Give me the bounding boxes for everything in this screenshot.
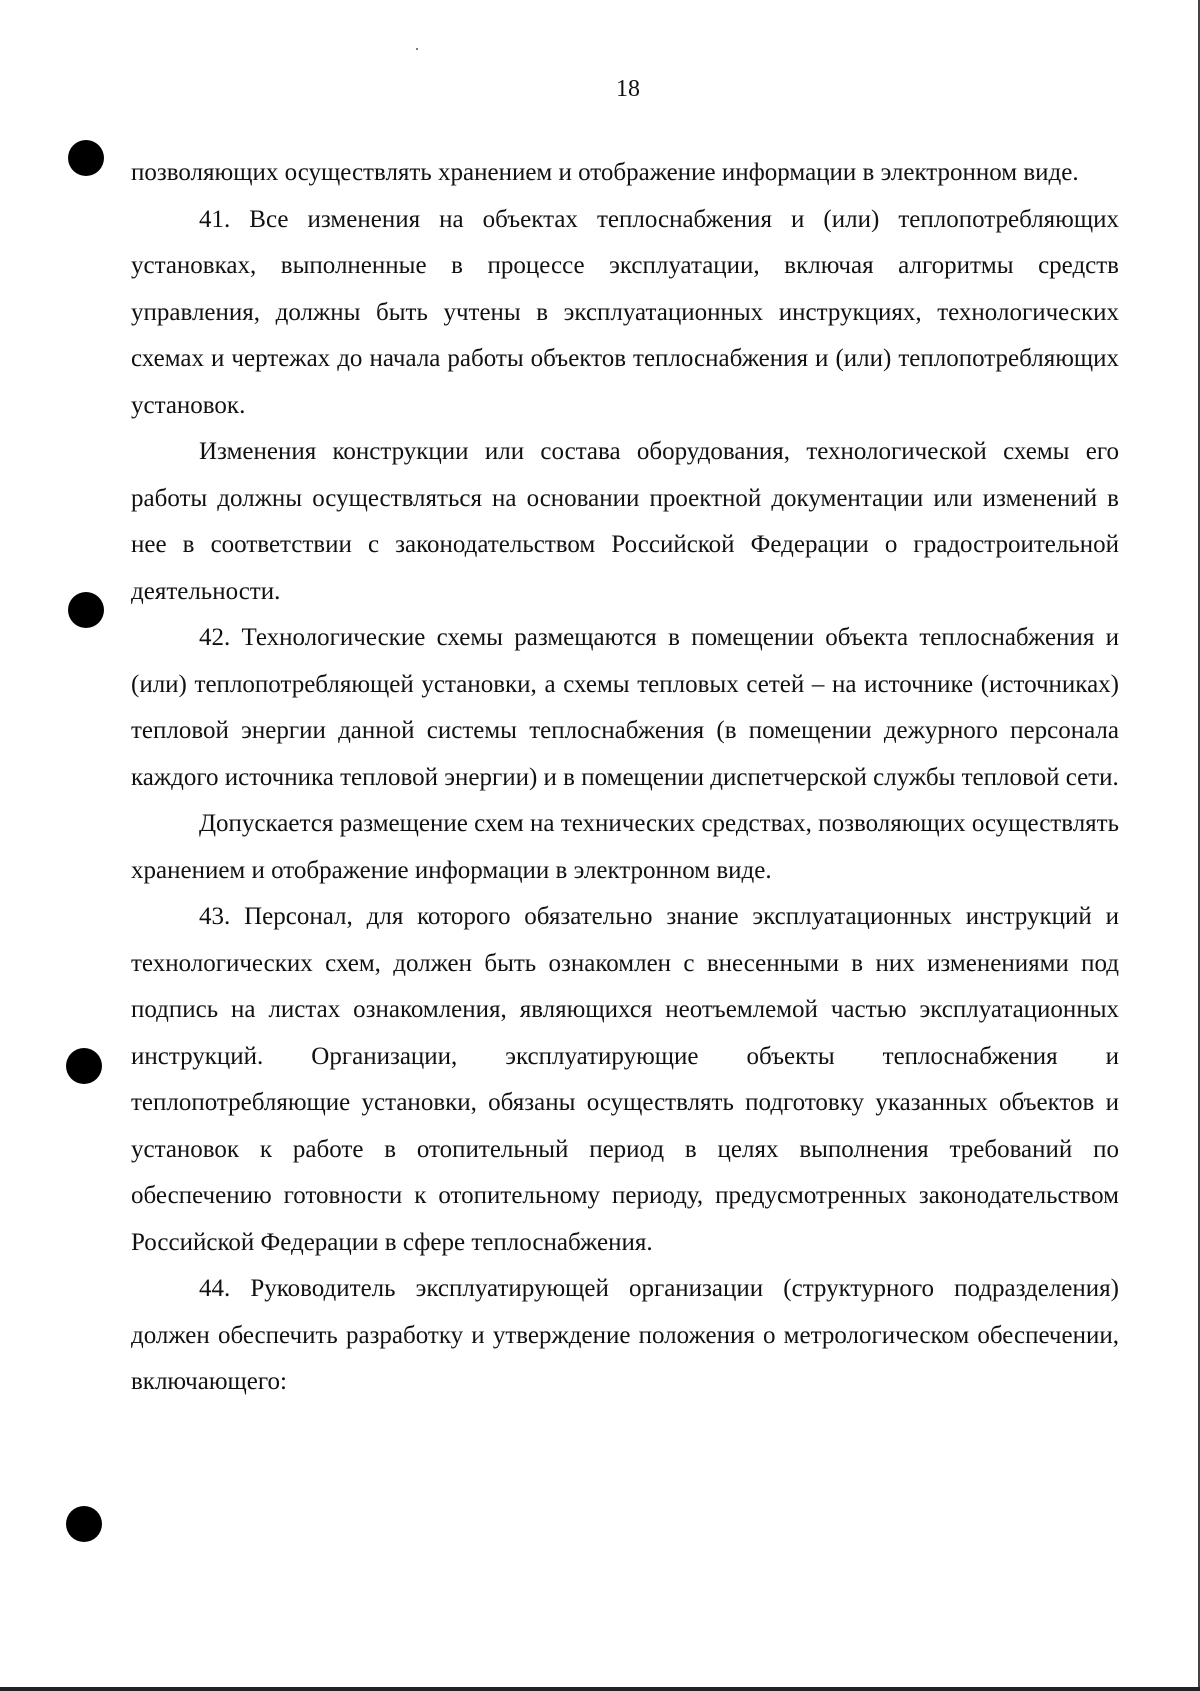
punch-hole-mark xyxy=(66,1048,102,1084)
paragraph-41: 41. Все изменения на объектах теплоснабжения и (или) теплопотребляющих установках, выполненные в процессе эксплуатации, включая алгоритмы средств управления, должны быть учтены в эксплуатационных инструкциях, технологических схемах и чертежах до начала работы объектов теплоснабжения и (или) теплопотребляющих установок. xyxy=(131,205,1119,419)
paragraph-44: 44. Руководитель эксплуатирующей организации (структурного подразделения) должен обеспечить разработку и утверждение положения о метрологическом обеспечении, включающего: xyxy=(131,1275,1119,1395)
punch-hole-mark xyxy=(68,140,104,176)
document-body xyxy=(131,150,1119,1406)
punch-hole-mark xyxy=(68,592,104,628)
punch-hole-mark xyxy=(66,1506,102,1542)
scan-edge xyxy=(0,1687,1200,1691)
scan-speck xyxy=(416,48,418,50)
paragraph-continuation: позволяющих осуществлять хранением и отображение информации в электронном виде. xyxy=(131,159,1079,186)
paragraph-42-allowed: Допускается размещение схем на технических средствах, позволяющих осуществлять хранением и отображение информации в электронном виде. xyxy=(131,810,1119,884)
paragraph-42: 42. Технологические схемы размещаются в помещении объекта теплоснабжения и (или) теплопотребляющей установки, а схемы тепловых сетей – на источнике (источниках) тепловой энергии данной системы теплоснабжения (в помещении дежурного персонала каждого источника тепловой энергии) и в помещении диспетчерской службы тепловой сети. xyxy=(131,624,1119,791)
paragraph-43: 43. Персонал, для которого обязательно знание эксплуатационных инструкций и технологических схем, должен быть ознакомлен с внесенными в них изменениями под подпись на листах ознакомления, являющихся неотъемлемой частью эксплуатационных инструкций. Организации, эксплуатирующие объекты теплоснабжения и теплопотребляющие установки, обязаны осуществлять подготовку указанных объектов и установок к работе в отопительный период в целях выполнения требований по обеспечению готовности к отопительному периоду, предусмотренных законодательством Российской Федерации в сфере теплоснабжения. xyxy=(131,903,1119,1256)
page-number: 18 xyxy=(616,76,640,102)
paragraph-41-changes: Изменения конструкции или состава оборудования, технологической схемы его работы должны осуществляться на основании проектной документации или изменений в нее в соответствии с законодательством Российской Федерации о градостроительной деятельности. xyxy=(131,438,1119,605)
